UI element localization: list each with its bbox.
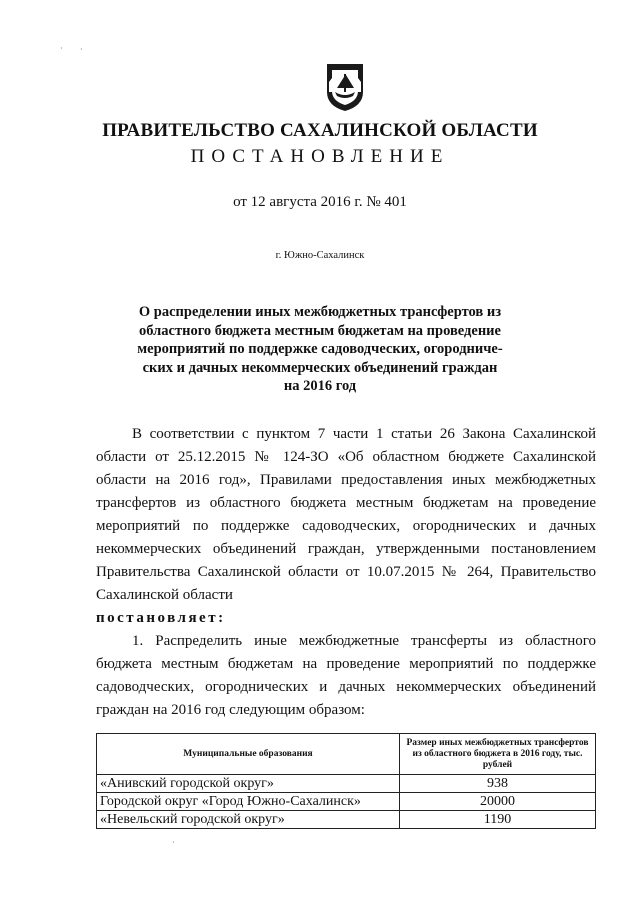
resolves-word: постановляет: [96,610,226,626]
preamble-paragraph: В соответствии с пунктом 7 части 1 статьи 26 Закона Сахалинской области от 25.12.2015 № 124-ЗО «Об областном бюджете Сахалинской области на 2016 год», Правилами предоставления иных межбюджетных трансфертов из областного бюджета местным бюджетам на проведение мероприятий по поддержке садоводческих, огороднических и дачных некоммерческих объединений граждан, утвержденными постановлением Правительства Сахалинской области от 10.07.2015 № 264, Правительство Сахалинской области [96,426,596,603]
allocation-table [96,733,596,829]
municipality-cell: «Невельский городской округ» [97,811,400,829]
municipality-cell: «Анивский городской округ» [97,775,400,793]
subject-line: областного бюджета местным бюджетам на проведение [139,322,501,339]
table-row [97,811,596,829]
scan-speck: · [60,44,63,53]
amount-cell: 1190 [400,811,596,829]
scan-speck: · [172,838,175,847]
column-header-amount: Размер иных межбюджетных трансфертов из областного бюджета в 2016 году, тыс. рублей [400,734,596,775]
table-row [97,793,596,811]
subject-line: О распределении иных межбюджетных трансфертов из [138,304,502,320]
amount-cell: 938 [400,775,596,793]
document-city: г. Южно-Сахалинск [275,250,365,261]
table-header-row [97,734,596,775]
coat-of-arms-icon [323,62,367,112]
subject-line: на 2016 год [283,378,357,394]
government-title: ПРАВИТЕЛЬСТВО САХАЛИНСКОЙ ОБЛАСТИ [102,120,538,141]
scan-speck: · [80,45,83,54]
table-row [97,775,596,793]
subject-line: ских и дачных некоммерческих объединений граждан [142,359,498,376]
amount-cell: 20000 [400,793,596,811]
subject-line: мероприятий по поддержке садоводческих, огородниче- [137,341,503,357]
column-header-municipality: Муниципальные образования [97,734,400,775]
document-subject [100,303,540,396]
municipality-cell: Городской округ «Город Южно-Сахалинск» [97,793,400,811]
document-date-number: от 12 августа 2016 г. № 401 [233,194,407,210]
document-type: ПОСТАНОВЛЕНИЕ [190,146,450,167]
clause-1-paragraph: 1. Распределить иные межбюджетные трансферты из областного бюджета местным бюджетам на проведение мероприятий по поддержке садоводческих, огороднических и дачных некоммерческих объединений граждан на 2016 год следующим образом: [96,633,596,718]
